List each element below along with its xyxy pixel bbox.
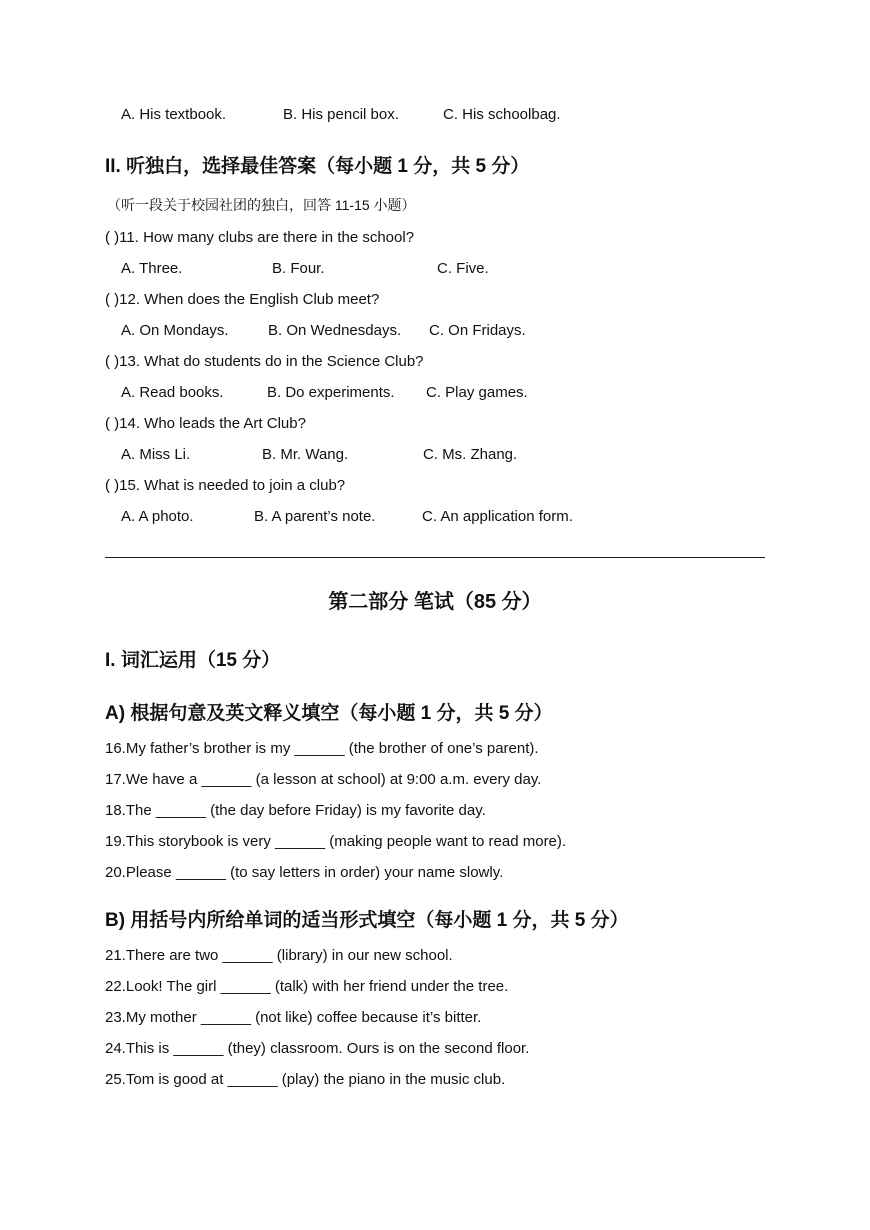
exercise-item: 16.My father’s brother is my ______ (the brother of one’s parent).: [105, 740, 539, 757]
exercise-item: 20.Please ______ (to say letters in order) your name slowly.: [105, 864, 504, 881]
section-a-heading: A) 根据句意及英文释义填空（每小题 1 分，共 5 分）: [105, 703, 553, 724]
section-b-heading: B) 用括号内所给单词的适当形式填空（每小题 1 分，共 5 分）: [105, 910, 629, 931]
exercise-item: 24.This is ______ (they) classroom. Ours is on the second floor.: [105, 1040, 530, 1057]
exercise-item: 25.Tom is good at ______ (play) the piano in the music club.: [105, 1071, 506, 1088]
option-b: B. On Wednesdays.: [268, 322, 402, 339]
exercise-item: 17.We have a ______ (a lesson at school) at 9:00 a.m. every day.: [105, 771, 542, 788]
exercise-item: 21.There are two ______ (library) in our new school.: [105, 947, 453, 964]
exercise-item: 19.This storybook is very ______ (making people want to read more).: [105, 833, 567, 850]
exercise-item: 18.The ______ (the day before Friday) is my favorite day.: [105, 802, 486, 819]
option-c: C. An application form.: [422, 508, 573, 525]
option-a: A. Miss Li.: [121, 446, 191, 463]
option-a: A. His textbook.: [121, 106, 227, 123]
option-b: B. His pencil box.: [283, 106, 399, 123]
vocab-heading: I. 词汇运用（15 分）: [105, 650, 281, 671]
option-b: B. Mr. Wang.: [262, 446, 349, 463]
question: ( )11. How many clubs are there in the school?: [105, 229, 415, 246]
question: ( )12. When does the English Club meet?: [105, 291, 380, 308]
question: ( )13. What do students do in the Science Club?: [105, 353, 424, 370]
option-a: A. A photo.: [121, 508, 194, 525]
option-b: B. Four.: [272, 260, 325, 277]
option-c: C. His schoolbag.: [443, 106, 561, 123]
option-c: C. Five.: [437, 260, 489, 277]
option-c: C. Ms. Zhang.: [423, 446, 518, 463]
option-b: B. A parent’s note.: [254, 508, 376, 525]
option-c: C. On Fridays.: [429, 322, 526, 339]
option-a: A. On Mondays.: [121, 322, 229, 339]
exercise-item: 22.Look! The girl ______ (talk) with her friend under the tree.: [105, 978, 509, 995]
option-a: A. Three.: [121, 260, 183, 277]
option-a: A. Read books.: [121, 384, 224, 401]
section-divider: [105, 557, 765, 558]
question: ( )14. Who leads the Art Club?: [105, 415, 306, 432]
option-b: B. Do experiments.: [267, 384, 395, 401]
option-c: C. Play games.: [426, 384, 528, 401]
part-title: 第二部分 笔试（85 分）: [328, 591, 542, 613]
exercise-item: 23.My mother ______ (not like) coffee because it’s bitter.: [105, 1009, 482, 1026]
section-heading: II. 听独白，选择最佳答案（每小题 1 分，共 5 分）: [105, 156, 530, 177]
section-note: （听一段关于校园社团的独白，回答 11-15 小题）: [107, 197, 416, 213]
question: ( )15. What is needed to join a club?: [105, 477, 346, 494]
